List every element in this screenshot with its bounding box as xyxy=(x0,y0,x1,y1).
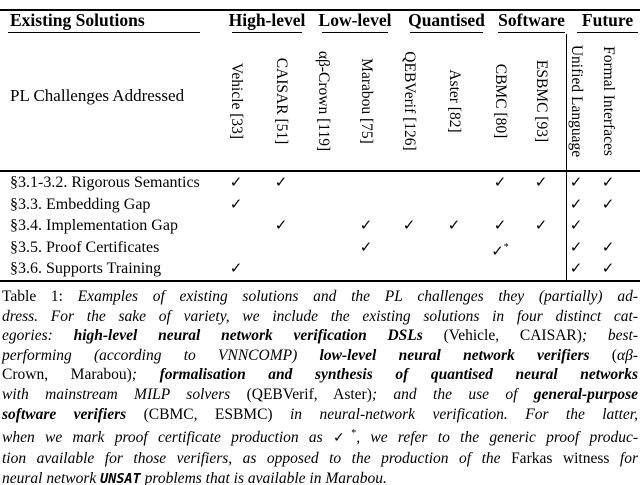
caption-text-segment: in neural-network verification. For the latter, xyxy=(272,405,638,423)
table-row xyxy=(0,258,640,280)
checkmark: ✓ xyxy=(601,194,615,213)
caption-line xyxy=(2,326,638,346)
row-label: §3.3. Embedding Gap xyxy=(10,195,151,213)
caption-line xyxy=(2,365,638,385)
table-left-subheader: PL Challenges Addressed xyxy=(10,86,185,105)
caption-text-segment: for xyxy=(609,449,638,467)
table-row xyxy=(0,172,640,194)
caption-text-segment: low-level neural network verifiers xyxy=(319,346,612,364)
checkmark: ✓ xyxy=(534,173,548,191)
checkmark: ✓ xyxy=(569,216,583,235)
caption-text-segment: Table 1: xyxy=(2,288,78,305)
checkmark: ✓ xyxy=(569,173,583,191)
column-header: CBMC [80] xyxy=(492,63,509,139)
checkmark-star: * xyxy=(503,241,509,253)
checkmark: ✓ xyxy=(601,259,615,278)
caption-line xyxy=(2,405,638,425)
caption-line xyxy=(2,287,638,307)
caption-line xyxy=(2,424,638,449)
left-column-rule xyxy=(8,32,200,33)
caption-text-segment: ; best- xyxy=(581,327,638,345)
group-rule xyxy=(498,32,565,33)
row-label: §3.6. Supports Training xyxy=(10,260,162,278)
checkmark: ✓* xyxy=(491,241,509,260)
caption-text-segment: (QEBVerif, Aster) xyxy=(246,385,372,403)
table-caption xyxy=(2,287,638,485)
checkmark: ✓ xyxy=(402,216,416,235)
caption-text-segment: high-level neural network verification DSLs xyxy=(73,327,444,345)
caption-text-segment: ; xyxy=(131,366,160,384)
caption-text-segment: dress. For the sake of variety, we include the existing solutions in four distinct cat- xyxy=(2,307,638,325)
caption-text-segment: tion available for those verifiers, as opposed to the production of the xyxy=(2,449,512,467)
group-header: Future xyxy=(581,10,634,30)
column-header: Marabou [75] xyxy=(358,58,375,144)
column-header: QEBVerif [126] xyxy=(401,51,418,151)
group-header: Low-level xyxy=(318,10,392,30)
checkmark: ✓ xyxy=(493,173,507,191)
table-row xyxy=(0,194,640,216)
caption-text-segment: ( xyxy=(611,346,617,364)
caption-text-segment: UNSAT xyxy=(100,470,141,485)
checkmark: ✓ xyxy=(274,173,288,191)
checkmark: ✓ xyxy=(359,216,373,235)
row-label: §3.5. Proof Certificates xyxy=(10,238,160,256)
caption-text-segment: (Vehicle, CAISAR) xyxy=(443,327,582,345)
row-label: §3.4. Implementation Gap xyxy=(10,217,178,235)
row-label: §3.1-3.2. Rigorous Semantics xyxy=(10,174,200,191)
column-header: CAISAR [51] xyxy=(273,57,290,145)
checkmark: ✓ xyxy=(229,194,243,213)
group-header: Software xyxy=(498,10,565,30)
table-bottom-rule xyxy=(0,280,640,282)
table-row xyxy=(0,215,640,237)
caption-text-segment: , we refer to the generic proof produc- xyxy=(356,429,638,447)
checkmark: ✓ xyxy=(569,194,583,213)
caption-text-segment: - xyxy=(632,346,638,364)
caption-text-segment: αβ xyxy=(616,346,633,364)
caption-text-segment: performing (according to VNNCOMP) xyxy=(2,346,320,364)
caption-text-segment: software verifiers xyxy=(2,405,144,423)
caption-line xyxy=(2,307,638,327)
checkmark: ✓ xyxy=(569,237,583,256)
caption-text-segment: Examples of existing solutions and the PL challenges they (partially) ad- xyxy=(77,288,638,305)
checkmark: ✓ xyxy=(601,237,615,256)
caption-line xyxy=(2,385,638,405)
checkmark: ✓ xyxy=(229,259,243,278)
caption-text-segment: formalisation and synthesis of quantised neural networks xyxy=(159,366,638,384)
column-header: Unified Language xyxy=(568,44,585,158)
caption-text-segment: ; and the use of xyxy=(371,385,534,403)
caption-text-segment: with mainstream MILP solvers xyxy=(2,385,247,403)
caption-text-segment: general-purpose xyxy=(533,385,638,403)
checkmark: ✓ xyxy=(569,259,583,278)
column-header: Aster [82] xyxy=(446,69,463,133)
caption-text-segment: problems that is available in Marabou. xyxy=(140,469,387,485)
caption-text-segment: neural network xyxy=(2,469,101,485)
caption-text-segment: ✓ xyxy=(333,430,352,447)
group-header: High-level xyxy=(228,10,306,30)
checkmark: ✓ xyxy=(359,237,373,256)
group-rule xyxy=(322,32,388,33)
column-header: ESBMC [93] xyxy=(533,59,550,143)
caption-line xyxy=(2,449,638,469)
group-rule xyxy=(232,32,302,33)
checkmark: ✓ xyxy=(274,216,288,235)
caption-line xyxy=(2,346,638,366)
table-row xyxy=(0,237,640,259)
group-rule xyxy=(577,32,638,33)
caption-text-segment: * xyxy=(351,428,357,440)
checkmark: ✓ xyxy=(601,173,615,191)
caption-text-segment: Crown, Marabou) xyxy=(2,366,132,384)
caption-text-segment: egories: xyxy=(2,327,74,345)
table-left-header: Existing Solutions xyxy=(10,10,145,30)
caption-text-segment: (CBMC, ESBMC) xyxy=(143,405,273,423)
column-header: Vehicle [33] xyxy=(228,62,245,140)
caption-line xyxy=(2,469,638,485)
checkmark: ✓ xyxy=(229,173,243,191)
checkmark: ✓ xyxy=(447,216,461,235)
checkmark: ✓ xyxy=(493,216,507,235)
group-header: Quantised xyxy=(408,10,485,30)
caption-text-segment: Farkas witness xyxy=(511,449,610,467)
column-header: Formal Interfaces xyxy=(600,46,617,156)
caption-text-segment: when we mark proof certificate production as xyxy=(2,429,334,447)
column-header: αβ-Crown [119] xyxy=(315,50,332,152)
group-rule xyxy=(410,32,483,33)
checkmark: ✓ xyxy=(534,216,548,235)
